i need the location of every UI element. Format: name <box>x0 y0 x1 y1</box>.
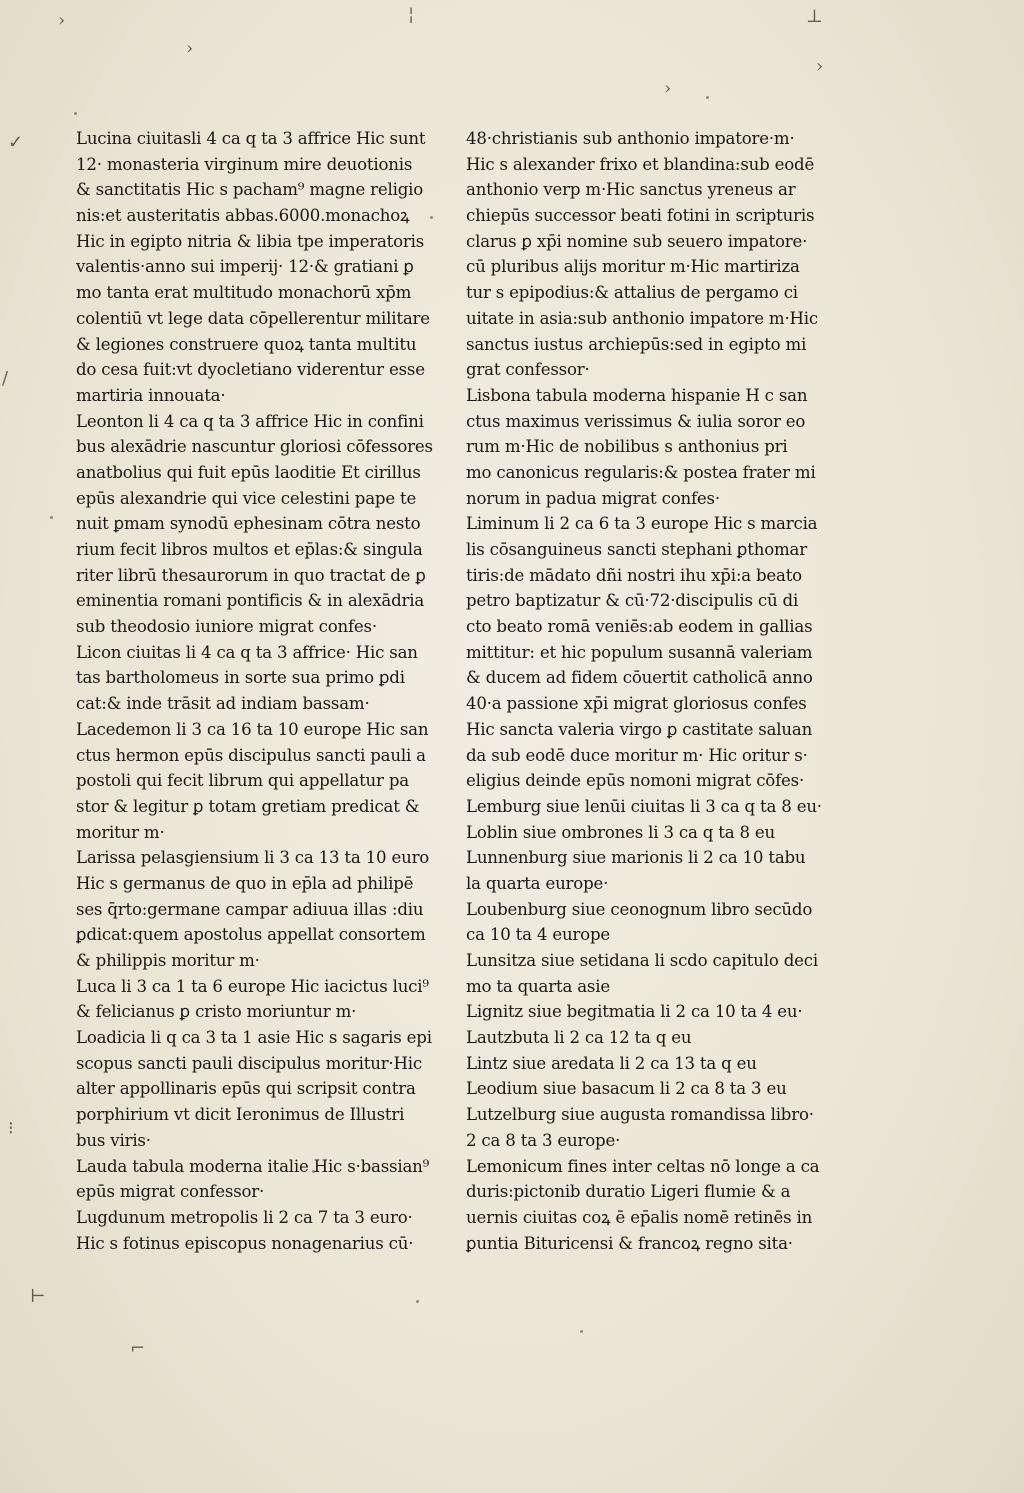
text-line: tiris:de mādato dñi nostri ihu xp̄i:a beato <box>466 565 802 585</box>
ink-speck <box>74 112 77 115</box>
text-line: tas bartholomeus in sorte sua primo ꝑdi <box>76 668 405 688</box>
text-line: petro baptizatur & cū·72·discipulis cū di <box>466 591 799 611</box>
text-line: Lautzbuta li 2 ca 12 ta q eu <box>466 1028 692 1048</box>
text-line: ctus hermon epūs discipulus sancti pauli a <box>76 745 426 765</box>
margin-mark: ⊥ <box>806 6 823 27</box>
text-line: riter librū thesaurorum in quo tractat de ꝑ <box>76 565 426 585</box>
text-line: norum in padua migrat confes· <box>466 488 720 508</box>
text-line: cū pluribus alijs moritur m·Hic martiriza <box>466 257 800 277</box>
text-line: & sanctitatis Hic s pacham⁹ magne religio <box>76 180 424 200</box>
margin-mark: / <box>2 368 9 389</box>
text-line: 2 ca 8 ta 3 europe· <box>466 1130 621 1150</box>
text-line: Lunnenburg siue marionis li 2 ca 10 tabu <box>466 848 806 868</box>
text-line: ꝑdicat:quem apostolus appellat consortem <box>76 925 426 945</box>
text-line: Lignitz siue begitmatia li 2 ca 10 ta 4 eu· <box>466 1002 803 1022</box>
margin-mark: › <box>58 10 66 31</box>
text-line: Lunsitza siue setidana li scdo capitulo deci <box>466 951 818 970</box>
text-line: Luca li 3 ca 1 ta 6 europe Hic iacictus luci⁹ <box>76 976 429 996</box>
ink-speck <box>430 216 433 219</box>
text-line: Larissa pelasgiensium li 3 ca 13 ta 10 euro <box>76 848 430 868</box>
text-line: Loblin siue ombrones li 3 ca q ta 8 eu <box>466 822 776 842</box>
text-line: bus viris· <box>76 1130 151 1150</box>
text-line: Lauda tabula moderna italie Hic s·bassian⁹ <box>76 1156 430 1176</box>
ink-speck <box>706 96 709 99</box>
margin-mark: › <box>816 56 824 77</box>
text-line: chiepūs successor beati fotini in scripturis <box>466 206 815 226</box>
text-line: Hic s fotinus episcopus nonagenarius cū· <box>76 1233 414 1253</box>
text-line: clarus ꝑ xp̄i nomine sub seuero impatore· <box>466 231 808 251</box>
text-line: ctus maximus verissimus & iulia soror eo <box>466 411 806 431</box>
text-line: epūs alexandrie qui vice celestini pape te <box>76 488 417 508</box>
text-line: bus alexādrie nascuntur gloriosi cōfessores <box>76 437 433 457</box>
text-line: ꝑuntia Bituricensi & francoꝝ regno sita· <box>466 1233 793 1253</box>
text-line: eminentia romani pontificis & in alexādria <box>76 591 425 611</box>
text-line: mo tanta erat multitudo monachorū xp̄m <box>76 283 412 303</box>
text-line: Lisbona tabula moderna hispanie H c san <box>466 385 808 405</box>
text-line: da sub eodē duce moritur m· Hic oritur s· <box>466 745 808 765</box>
text-line: Lemburg siue lenūi ciuitas li 3 ca q ta 8 eu· <box>466 796 822 816</box>
text-line: Leodium siue basacum li 2 ca 8 ta 3 eu <box>466 1079 787 1099</box>
text-line: nis:et austeritatis abbas.6000.monachoꝝ <box>76 206 410 226</box>
text-line: cto beato romā veniēs:ab eodem in gallias <box>466 617 813 637</box>
text-line: 12· monasteria virginum mire deuotionis <box>76 154 413 174</box>
text-line: rum m·Hic de nobilibus s anthonius pri <box>466 437 788 457</box>
text-line: anatbolius qui fuit epūs laoditie Et cirillus <box>76 462 421 482</box>
text-line: Loubenburg siue ceonognum libro secūdo <box>466 899 813 919</box>
ink-speck <box>580 1330 583 1333</box>
margin-mark: ⌐ <box>130 1338 146 1359</box>
text-line: Hic in egipto nitria & libia tpe imperatoris <box>76 231 425 251</box>
text-line: uitate in asia:sub anthonio impatore m·Hic <box>466 308 818 328</box>
text-line: & ducem ad fidem cōuertit catholicā anno <box>466 668 813 688</box>
text-line: Hic s germanus de quo in ep̄la ad philipē <box>76 873 414 893</box>
text-line: Loadicia li q ca 3 ta 1 asie Hic s sagaris epi <box>76 1028 432 1048</box>
margin-mark: › <box>664 78 672 99</box>
margin-mark: ¦ <box>408 4 415 25</box>
text-line: & philippis moritur m· <box>76 951 260 970</box>
text-line: lis cōsanguineus sancti stephani ꝑthomar <box>466 540 807 559</box>
text-line: 48·christianis sub anthonio impatore·m· <box>466 129 795 148</box>
text-line: Lugdunum metropolis li 2 ca 7 ta 3 euro· <box>76 1207 413 1227</box>
text-line: sanctus iustus archiepūs:sed in egipto mi <box>466 334 807 354</box>
text-line: valentis·anno sui imperij· 12·& gratiani ꝑ <box>76 257 414 277</box>
text-line: mo canonicus regularis:& postea frater mi <box>466 462 816 482</box>
left-text-column <box>76 126 433 1256</box>
text-line: la quarta europe· <box>466 873 609 893</box>
margin-mark: › <box>186 38 194 59</box>
text-line: sub theodosio iuniore migrat confes· <box>76 617 377 637</box>
text-line: grat confessor· <box>466 360 590 380</box>
text-line: Hic sancta valeria virgo ꝑ castitate saluan <box>466 719 813 739</box>
text-line: Hic s alexander frixo et blandina:sub eodē <box>466 154 815 174</box>
text-line: mo ta quarta asie <box>466 976 610 996</box>
text-line: Lutzelburg siue augusta romandissa libro· <box>466 1105 814 1125</box>
ink-speck <box>50 516 53 519</box>
text-line: anthonio verp m·Hic sanctus yreneus ar <box>466 180 796 200</box>
text-line: alter appollinaris epūs qui scripsit contra <box>76 1079 416 1099</box>
text-line: cat:& inde trāsit ad indiam bassam· <box>76 694 370 714</box>
text-line: colentiū vt lege data cōpellerentur militare <box>76 308 430 328</box>
text-line: 40·a passione xp̄i migrat gloriosus confes <box>466 694 807 714</box>
text-line: stor & legitur ꝑ totam gretiam predicat & <box>76 796 420 816</box>
text-line: Lemonicum fines inter celtas nō longe a ca <box>466 1156 820 1176</box>
text-line: Liminum li 2 ca 6 ta 3 europe Hic s marcia <box>466 514 818 534</box>
text-line: Lintz siue aredata li 2 ca 13 ta q eu <box>466 1053 757 1073</box>
text-line: eligius deinde epūs nomoni migrat cōfes· <box>466 771 805 791</box>
text-line: rium fecit libros multos et ep̄las:& singula <box>76 540 423 559</box>
ink-speck <box>416 1300 419 1303</box>
text-line: & legiones construere quoꝝ tanta multitu <box>76 334 417 354</box>
text-line: moritur m· <box>76 822 165 842</box>
text-line: duris:pictonib duratio Ligeri flumie & a <box>466 1182 791 1202</box>
text-line: tur s epipodius:& attalius de pergamo ci <box>466 283 798 303</box>
text-line: Licon ciuitas li 4 ca q ta 3 affrice· Hic san <box>76 642 418 662</box>
margin-mark: ⁝ <box>8 1118 14 1139</box>
text-line: do cesa fuit:vt dyocletiano viderentur esse <box>76 360 425 380</box>
text-line: Lucina ciuitasli 4 ca q ta 3 affrice Hic sunt <box>76 129 426 148</box>
text-line: postoli qui fecit librum qui appellatur pa <box>76 771 409 791</box>
text-line: & felicianus ꝑ cristo moriuntur m· <box>76 1002 357 1022</box>
text-line: ses q̄rto:germane campar adiuua illas :diu <box>76 899 424 919</box>
text-line: epūs migrat confessor· <box>76 1182 265 1202</box>
margin-mark: ✓ <box>8 132 24 153</box>
text-line: mittitur: et hic populum susannā valeriam <box>466 642 813 662</box>
text-line: ca 10 ta 4 europe <box>466 925 610 945</box>
text-line: uernis ciuitas coꝝ ē ep̄alis nomē retinēs in <box>466 1207 813 1227</box>
text-line: scopus sancti pauli discipulus moritur·Hic <box>76 1053 422 1073</box>
margin-mark: ⊢ <box>30 1286 46 1307</box>
text-line: martiria innouata· <box>76 385 226 405</box>
text-line: Lacedemon li 3 ca 16 ta 10 europe Hic san <box>76 719 429 739</box>
text-line: porphirium vt dicit Ieronimus de Illustri <box>76 1105 405 1125</box>
right-text-column <box>466 126 822 1256</box>
text-line: Leonton li 4 ca q ta 3 affrice Hic in confini <box>76 411 424 431</box>
text-line: nuit ꝑmam synodū ephesinam cōtra nesto <box>76 514 421 534</box>
